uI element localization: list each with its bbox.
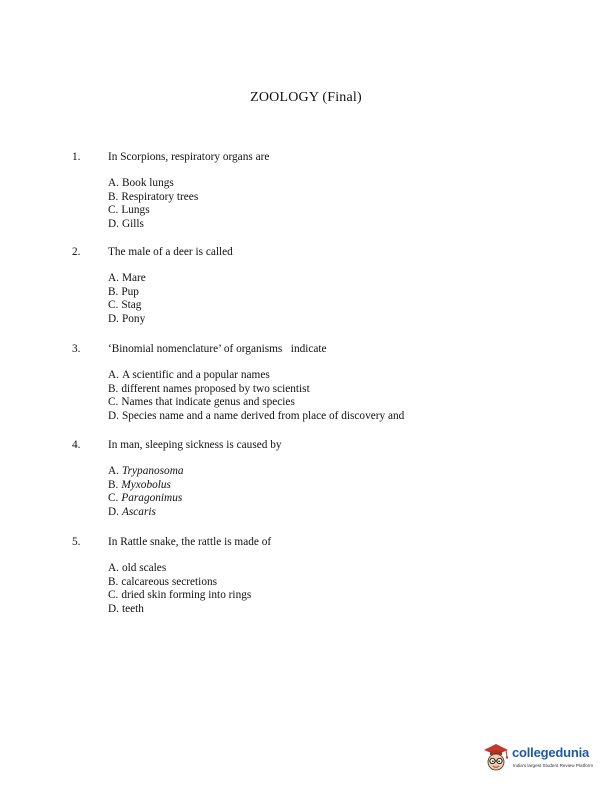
page-title: ZOOLOGY (Final) <box>250 90 362 105</box>
question-number: 2. <box>72 246 81 258</box>
logo-wordmark: collegedunia <box>512 745 590 760</box>
options-list <box>108 272 146 327</box>
option-d: D. Species name and a name derived from place of discovery and <box>108 410 405 423</box>
logo-tagline: India's largest Student Review Platform <box>513 763 594 768</box>
option-c: C. Paragonimus <box>108 492 183 505</box>
option-c: C. Names that indicate genus and species <box>108 396 295 409</box>
option-c: C. dried skin forming into rings <box>108 589 252 602</box>
question-stem: In Rattle snake, the rattle is made of <box>108 536 272 548</box>
question-stem: In Scorpions, respiratory organs are <box>108 151 270 163</box>
option-c: C. Stag <box>108 299 142 312</box>
option-a: A. A scientific and a popular names <box>108 369 270 381</box>
option-a: A. Trypanosoma <box>108 465 184 477</box>
option-d: D. Ascaris <box>108 506 156 519</box>
option-b: B. different names proposed by two scientist <box>108 382 310 395</box>
collegedunia-logo <box>481 741 607 775</box>
option-a: A. Book lungs <box>108 177 174 189</box>
question-stem: ‘Binomial nomenclature’ of organisms indicate <box>108 343 327 355</box>
option-a: A. Mare <box>108 272 146 284</box>
options-list <box>108 369 404 424</box>
option-d: D. Gills <box>108 218 144 231</box>
option-d: D. Pony <box>108 313 146 326</box>
option-b: B. Myxobolus <box>108 478 171 491</box>
question-number: 3. <box>72 343 81 355</box>
options-list <box>108 465 184 520</box>
option-c: C. Lungs <box>108 204 150 217</box>
options-list <box>108 177 198 232</box>
option-b: B. calcareous secretions <box>108 575 218 588</box>
question-stem: The male of a deer is called <box>108 246 233 258</box>
mascot-icon <box>481 741 511 775</box>
option-b: B. Pup <box>108 285 139 298</box>
question-stem: In man, sleeping sickness is caused by <box>108 439 282 451</box>
option-b: B. Respiratory trees <box>108 190 199 203</box>
option-a: A. old scales <box>108 562 167 574</box>
question-number: 4. <box>72 439 81 451</box>
options-list <box>108 562 251 617</box>
question-number: 5. <box>72 536 81 548</box>
question-number: 1. <box>72 151 81 163</box>
option-d: D. teeth <box>108 603 144 616</box>
